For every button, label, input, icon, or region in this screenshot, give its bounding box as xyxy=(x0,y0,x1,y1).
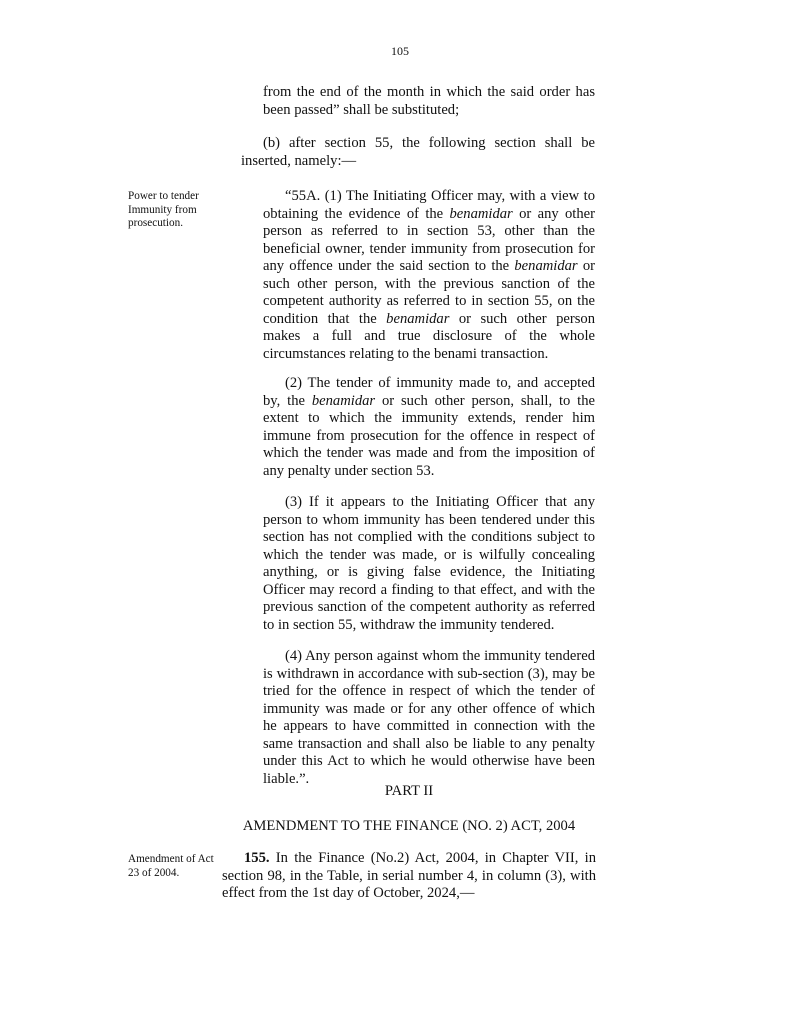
section-155-paragraph xyxy=(222,850,596,903)
intro-paragraph-1: from the end of the month in which the said order has been passed” shall be substituted; xyxy=(263,84,595,118)
section-155-text: In the Finance (No.2) Act, 2004, in Chapter VII, in section 98, in the Table, in serial number 4, in column (3), with effect from the 1st day of October, 2024,— xyxy=(222,850,596,901)
part-title: AMENDMENT TO THE FINANCE (NO. 2) ACT, 2004 xyxy=(242,818,576,834)
intro-paragraph-2: (b) after section 55, the following section shall be inserted, namely:— xyxy=(241,135,595,169)
subsection-1-text-c: or such other person, with the previous sanction of the competent authority as referred to in section 55, on the condition that the xyxy=(263,258,595,327)
margin-note-power-to-tender: Power to tender Immunity from prosecution. xyxy=(128,190,199,229)
section-55A-subsection-4: (4) Any person against whom the immunity tendered is withdrawn in accordance with sub-section (3), may be tried for the offence in respect of which the tender of immunity was made or for any other offence of which he appears to have committed in connection with the same transaction and shall also be liable to any penalty under this Act to which he would otherwise have been liable.”. xyxy=(263,648,595,787)
page-number: 105 xyxy=(391,44,409,58)
section-55A-subsection-2 xyxy=(263,375,595,480)
section-155-number: 155. xyxy=(244,850,270,866)
part-heading: PART II xyxy=(384,783,434,799)
subsection-1-italic-c: benamidar xyxy=(386,310,450,327)
section-55A-subsection-1 xyxy=(263,188,595,363)
subsection-1-text-d: or such other person makes a full and true disclosure of the whole circumstances relating to the benami transaction. xyxy=(263,310,595,362)
subsection-2-text-a: (2) The tender of immunity made to, and accepted by, the xyxy=(263,375,595,409)
margin-note-amendment: Amendment of Act 23 of 2004. xyxy=(128,853,214,879)
subsection-2-text-b: or such other person, shall, to the extent to which the immunity extends, render him immune from prosecution for the offence in respect of which the tender was made and from the imposition of any penalty under section 53. xyxy=(263,392,595,479)
subsection-1-italic-a: benamidar xyxy=(449,205,513,222)
subsection-1-italic-b: benamidar xyxy=(514,258,578,274)
subsection-2-italic-a: benamidar xyxy=(311,392,376,409)
subsection-1-text-b: or any other person as referred to in section 53, other than the beneficial owner, tender immunity from prosecution for any offence under the said section to the xyxy=(263,205,595,274)
section-55A-subsection-3: (3) If it appears to the Initiating Officer that any person to whom immunity has been tendered under this section has not complied with the conditions subject to which the tender was made, or is wilfully concealing anything, or is giving false evidence, the Initiating Officer may record a finding to that effect, and with the previous sanction of the competent authority as referred to in section 55, withdraw the immunity tendered. xyxy=(263,494,595,633)
subsection-1-text-a: “55A. (1) The Initiating Officer may, with a view to obtaining the evidence of the xyxy=(263,188,595,222)
